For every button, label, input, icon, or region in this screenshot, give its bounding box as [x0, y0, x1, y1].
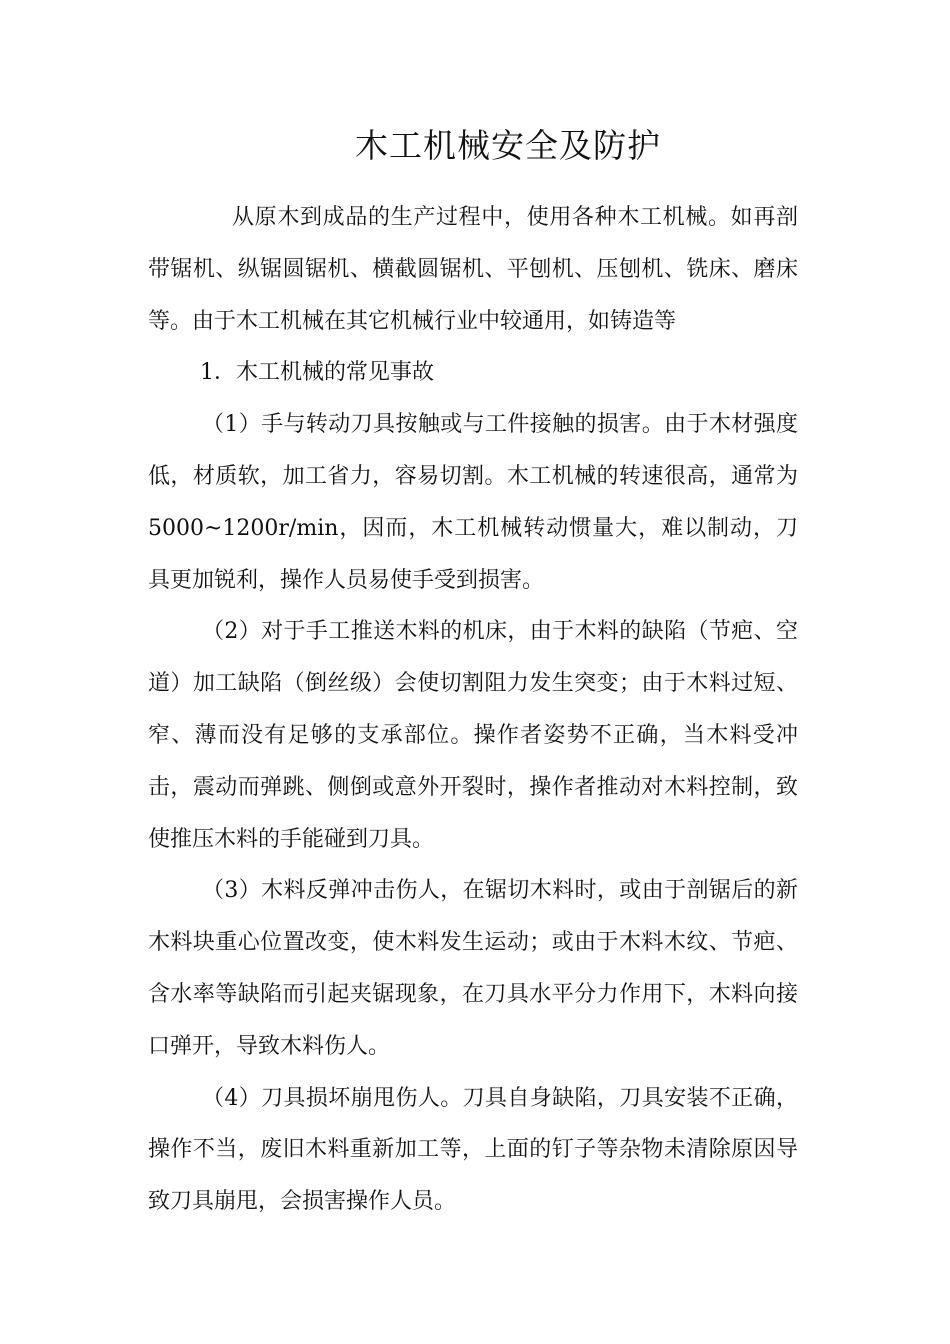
- document-body: [148, 192, 798, 1228]
- paragraph-item-2: （2）对于手工推送木料的机床，由于木料的缺陷（节疤、空道）加工缺陷（倒丝级）会使切割阻力发生突变；由于木料过短、窄、薄而没有足够的支承部位。操作者姿势不正确，当木料受冲击，震动而弹跳、侧倒或意外开裂时，操作者推动对木料控制，致使推压木料的手能碰到刀具。: [148, 619, 798, 852]
- paragraph-item-4: （4）刀具损坏崩甩伤人。刀具自身缺陷，刀具安装不正确，操作不当，废旧木料重新加工等，上面的钉子等杂物未清除原因导致刀具崩甩，会损害操作人员。: [148, 1085, 798, 1215]
- paragraph-item-1: （1）手与转动刀具按触或与工件接触的损害。由于木材强度低，材质软，加工省力，容易切割。木工机械的转速很高，通常为5000~1200r/min，因而，木工机械转动惯量大，难以制动，刀具更加锐利，操作人员易使手受到损害。: [148, 412, 798, 593]
- section-heading-common-accidents: 1．木工机械的常见事故: [200, 360, 434, 386]
- paragraph-intro: 从原木到成品的生产过程中，使用各种木工机械。如再剖带锯机、纵锯圆锯机、横截圆锯机、平刨机、压刨机、铣床、磨床等。由于木工机械在其它机械行业中较通用，如铸造等: [148, 205, 798, 334]
- paragraph-item-3: （3）木料反弹冲击伤人，在锯切木料时，或由于剖锯后的新木料块重心位置改变，使木料发生运动；或由于木料木纹、节疤、含水率等缺陷而引起夹锯现象，在刀具水平分力作用下，木料向接口弹开，导致木料伤人。: [148, 878, 798, 1059]
- document-title: 木工机械安全及防护: [355, 126, 661, 165]
